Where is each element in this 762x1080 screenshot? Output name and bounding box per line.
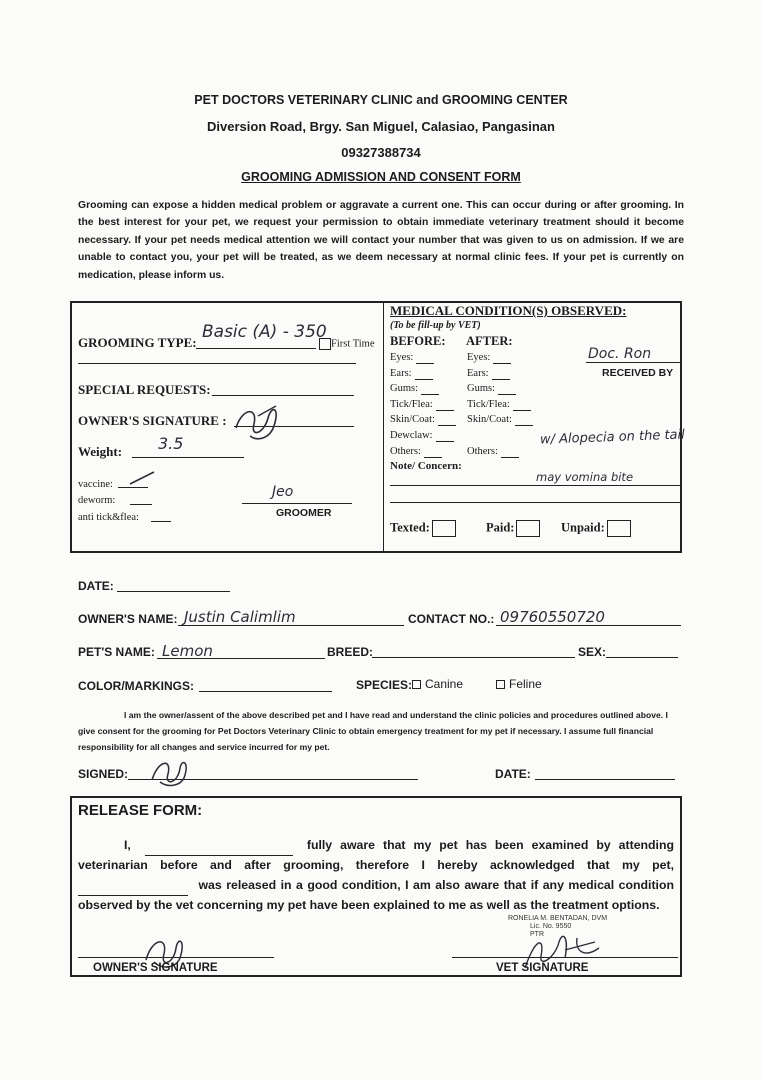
release-paragraph [78, 836, 674, 915]
before-item-field[interactable] [421, 383, 439, 395]
color-markings-field[interactable] [199, 691, 332, 692]
before-item-field[interactable] [415, 368, 433, 380]
release-i-label: I, [124, 838, 131, 852]
paid-checkbox[interactable] [516, 520, 540, 537]
before-item [390, 399, 454, 411]
after-item-field[interactable] [515, 414, 533, 426]
breed-label: BREED: [327, 645, 374, 659]
clinic-phone: 09327388734 [341, 145, 421, 160]
texted-option[interactable]: Texted: [390, 520, 456, 537]
sex-label: SEX: [578, 645, 607, 659]
note-line-1 [390, 485, 680, 486]
tick-flea-label: anti tick&flea: [78, 512, 139, 523]
after-item-label: Tick/Flea: [467, 398, 510, 410]
after-item [467, 383, 516, 395]
paid-option[interactable]: Paid: [486, 520, 540, 537]
groomer-value[interactable]: Jeo [272, 484, 294, 500]
box-divider [383, 301, 384, 553]
date-label: DATE: [78, 579, 114, 593]
owner-signature-scribble [228, 398, 288, 448]
date-field[interactable] [117, 591, 230, 592]
groomer-line [242, 503, 352, 504]
before-item [390, 446, 442, 458]
after-item-field[interactable] [492, 368, 510, 380]
before-item-field[interactable] [436, 399, 454, 411]
owner-name-label: OWNER'S NAME: [78, 612, 178, 626]
after-label: AFTER: [466, 334, 513, 348]
vet-signature-field[interactable] [452, 957, 678, 958]
after-item-label: Others: [467, 445, 498, 457]
grooming-type-value[interactable]: Basic (A) - 350 [202, 322, 327, 342]
texted-checkbox[interactable] [432, 520, 456, 537]
before-item-label: Others: [390, 445, 421, 457]
pet-name-label: PET'S NAME: [78, 645, 155, 659]
pet-name-value[interactable]: Lemon [162, 642, 213, 660]
form-title: GROOMING ADMISSION AND CONSENT FORM [241, 170, 521, 184]
color-markings-label: COLOR/MARKINGS: [78, 679, 194, 693]
after-item [467, 399, 531, 411]
weight-label: Weight: [78, 444, 123, 459]
release-text-1: fully aware that my pet has been examined by attending veterinarian before and after grooming, therefore I hereby acknowledged that my pet, [78, 838, 674, 873]
special-requests-field[interactable] [212, 395, 354, 396]
species-label: SPECIES: [356, 678, 413, 692]
after-item-field[interactable] [493, 352, 511, 364]
consent-paragraph: I am the owner/assent of the above described pet and I have read and understand the clinic policies and procedures outlined above. I give consent for the grooming for Pet Doctors Veterinary Clinic to obtain emergency treatment for my pet if necessary. I assume full financial responsibility for all changes and service incurred for my pet. [78, 710, 668, 752]
before-label: BEFORE: [390, 334, 446, 348]
after-item-label: Skin/Coat: [467, 414, 512, 426]
grooming-type-label: GROOMING TYPE: [78, 335, 197, 350]
note-value-2[interactable]: may vomina bite [536, 470, 634, 484]
after-item [467, 352, 511, 364]
received-by-line [586, 362, 680, 363]
unpaid-checkbox[interactable] [607, 520, 631, 537]
before-item-field[interactable] [416, 352, 434, 364]
feline-option[interactable]: Feline [496, 677, 542, 691]
weight-line [132, 457, 244, 458]
before-item [390, 414, 456, 426]
first-time-checkbox[interactable] [319, 338, 331, 350]
grooming-type-line-2 [78, 363, 356, 364]
after-item-label: Ears: [467, 367, 489, 379]
release-owner-name-field[interactable] [145, 836, 293, 856]
weight-value[interactable]: 3.5 [158, 434, 184, 453]
release-text-2: was released in a good condition, I am also aware that if any medical condition observed by the vet concerning my pet have been explained to me as well as the treatment options. [78, 877, 674, 912]
note-value-1[interactable]: w/ Alopecia on the tail [539, 427, 686, 448]
vet-signature-label: VET SIGNATURE [496, 962, 589, 974]
before-item-label: Dewclaw: [390, 430, 433, 441]
grooming-type-line [196, 348, 316, 349]
canine-checkbox[interactable] [412, 680, 421, 689]
medical-condition-title: MEDICAL CONDITION(S) OBSERVED: [390, 303, 627, 318]
special-requests-label: SPECIAL REQUESTS: [78, 382, 211, 397]
pet-name-line [157, 658, 325, 659]
deworm-field[interactable] [130, 504, 152, 505]
first-time-option[interactable]: First Time [319, 338, 374, 350]
tick-flea-field[interactable] [151, 521, 171, 522]
release-title: RELEASE FORM: [78, 802, 203, 819]
feline-checkbox[interactable] [496, 680, 505, 689]
after-item [467, 414, 533, 426]
before-item-label: Gums: [390, 383, 419, 395]
before-item-label: Eyes: [390, 352, 414, 363]
before-item-field[interactable] [424, 446, 442, 458]
note-concern-label: Note/ Concern: [390, 460, 462, 472]
deworm-label: deworm: [78, 495, 116, 506]
after-item-field[interactable] [501, 446, 519, 458]
signed-date-field[interactable] [535, 779, 675, 780]
release-pet-name-field[interactable] [78, 876, 188, 896]
owner-name-line [178, 625, 404, 626]
breed-field[interactable] [372, 657, 575, 658]
vaccine-check-mark [128, 470, 158, 490]
canine-option[interactable]: Canine [412, 677, 463, 691]
before-item-field[interactable] [436, 430, 454, 442]
after-item [467, 368, 510, 380]
before-item [390, 368, 433, 380]
signed-signature-scribble [146, 752, 196, 792]
before-item [390, 430, 454, 442]
signed-date-label: DATE: [495, 767, 531, 781]
sex-field[interactable] [606, 657, 678, 658]
before-item-field[interactable] [438, 414, 456, 426]
vet-fillup-note: (To be fill-up by VET) [390, 320, 481, 331]
release-owner-signature-label: OWNER'S SIGNATURE [93, 962, 218, 974]
before-item [390, 352, 434, 364]
groomer-label: GROOMER [276, 507, 332, 519]
clinic-address: Diversion Road, Brgy. San Miguel, Calasiao, Pangasinan [207, 119, 555, 134]
clinic-name: PET DOCTORS VETERINARY CLINIC and GROOMING CENTER [194, 93, 568, 107]
contact-line [496, 625, 681, 626]
received-by-label: RECEIVED BY [602, 367, 674, 379]
after-item-label: Gums: [467, 383, 496, 395]
vaccine-label: vaccine: [78, 479, 113, 490]
after-item-label: Eyes: [467, 352, 491, 363]
before-item-label: Ears: [390, 367, 412, 379]
owner-signature-label: OWNER'S SIGNATURE : [78, 413, 227, 428]
received-by-value[interactable]: Doc. Ron [588, 346, 652, 362]
before-item [390, 383, 439, 395]
vet-stamp: RONELIA M. BENTADAN, DVM Lic. No. 9550 PTR [508, 915, 608, 938]
before-item-label: Tick/Flea: [390, 398, 433, 410]
owner-name-value[interactable]: Justin Calimlim [184, 608, 296, 626]
contact-label: CONTACT NO.: [408, 612, 495, 626]
unpaid-option[interactable]: Unpaid: [561, 520, 631, 537]
after-item-field[interactable] [498, 383, 516, 395]
before-item-label: Skin/Coat: [390, 414, 435, 426]
after-item [467, 446, 519, 458]
note-line-2 [390, 502, 680, 503]
signed-label: SIGNED: [78, 767, 129, 781]
after-item-field[interactable] [513, 399, 531, 411]
contact-value[interactable]: 09760550720 [500, 608, 605, 626]
intro-paragraph: Grooming can expose a hidden medical problem or aggravate a current one. This can occur during or after grooming. In the best interest for your pet, we request your permission to obtain immediate veterinary treatment should it become necessary. If your pet needs medical attention we will contact your number that was given to us on admission. If we are unable to contact you, your pet will be treated, as we deem necessary at normal clinic fees. If your pet is currently on medication, please inform us. [78, 200, 684, 281]
